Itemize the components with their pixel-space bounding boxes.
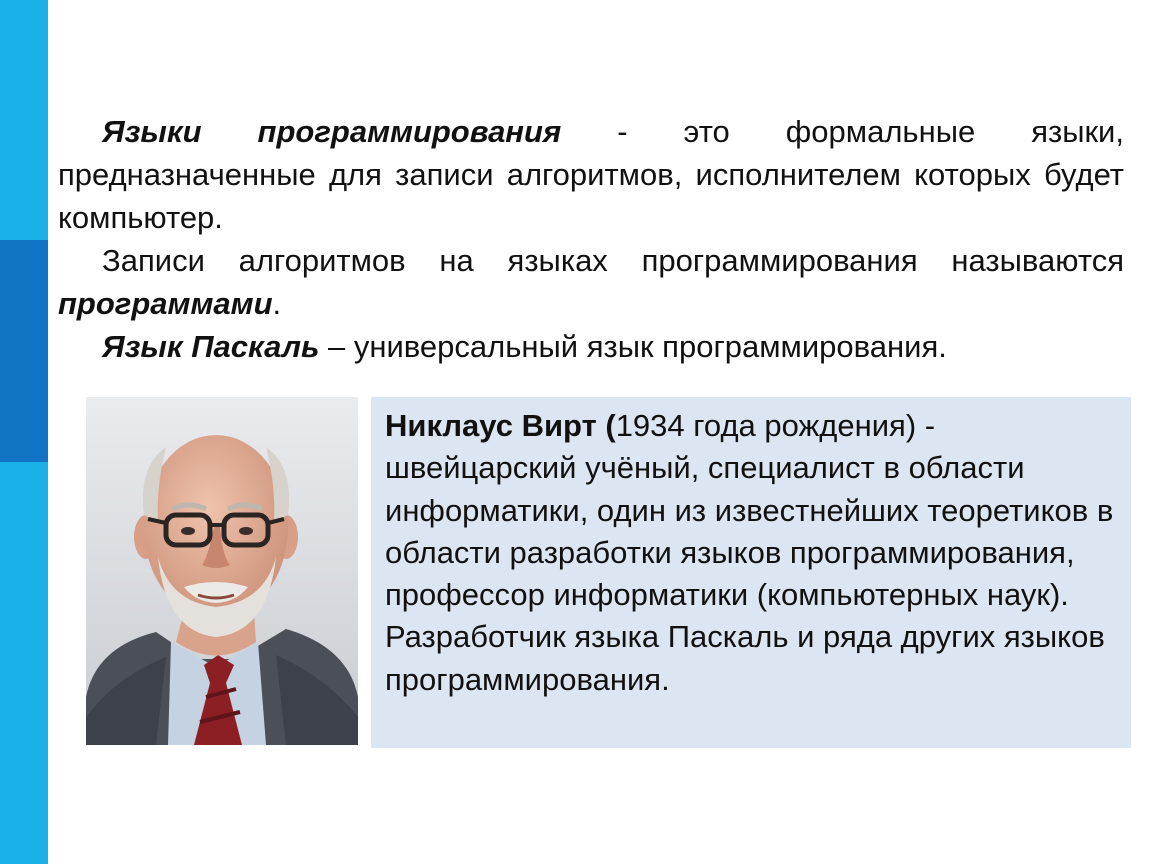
biography-box	[371, 397, 1131, 748]
programs-term: программами	[58, 286, 273, 321]
portrait-photo	[86, 397, 358, 745]
definition-paragraph	[58, 110, 1124, 239]
accent-bar-bottom-segment	[0, 462, 48, 864]
programs-end: .	[272, 286, 282, 321]
pascal-term: Язык Паскаль	[102, 329, 320, 364]
accent-bar-top-segment	[0, 0, 48, 240]
main-text	[58, 110, 1124, 368]
left-accent-bar	[0, 0, 48, 864]
accent-bar-middle-segment	[0, 240, 48, 462]
definition-term: Языки программирования	[102, 114, 562, 149]
biography-name: Никлаус Вирт (	[385, 408, 616, 443]
pascal-paragraph	[58, 325, 1124, 368]
programs-text: Записи алгоритмов на языках программирования называются	[102, 243, 1124, 278]
definition-text: - это формальные языки, предназначенные для записи алгоритмов, исполнителем которых будет компьютер.	[58, 114, 1124, 235]
portrait-illustration	[86, 397, 358, 745]
programs-paragraph	[58, 239, 1124, 325]
biography-text	[385, 405, 1119, 701]
biography-description: 1934 года рождения) - швейцарский учёный, специалист в области информатики, один из известнейших теоретиков в области разработки языков программирования, профессор информатики (компьютерных наук). Разработчик языка Паскаль и ряда других языков программирования.	[385, 408, 1114, 697]
pascal-text: – универсальный язык программирования.	[319, 329, 947, 364]
